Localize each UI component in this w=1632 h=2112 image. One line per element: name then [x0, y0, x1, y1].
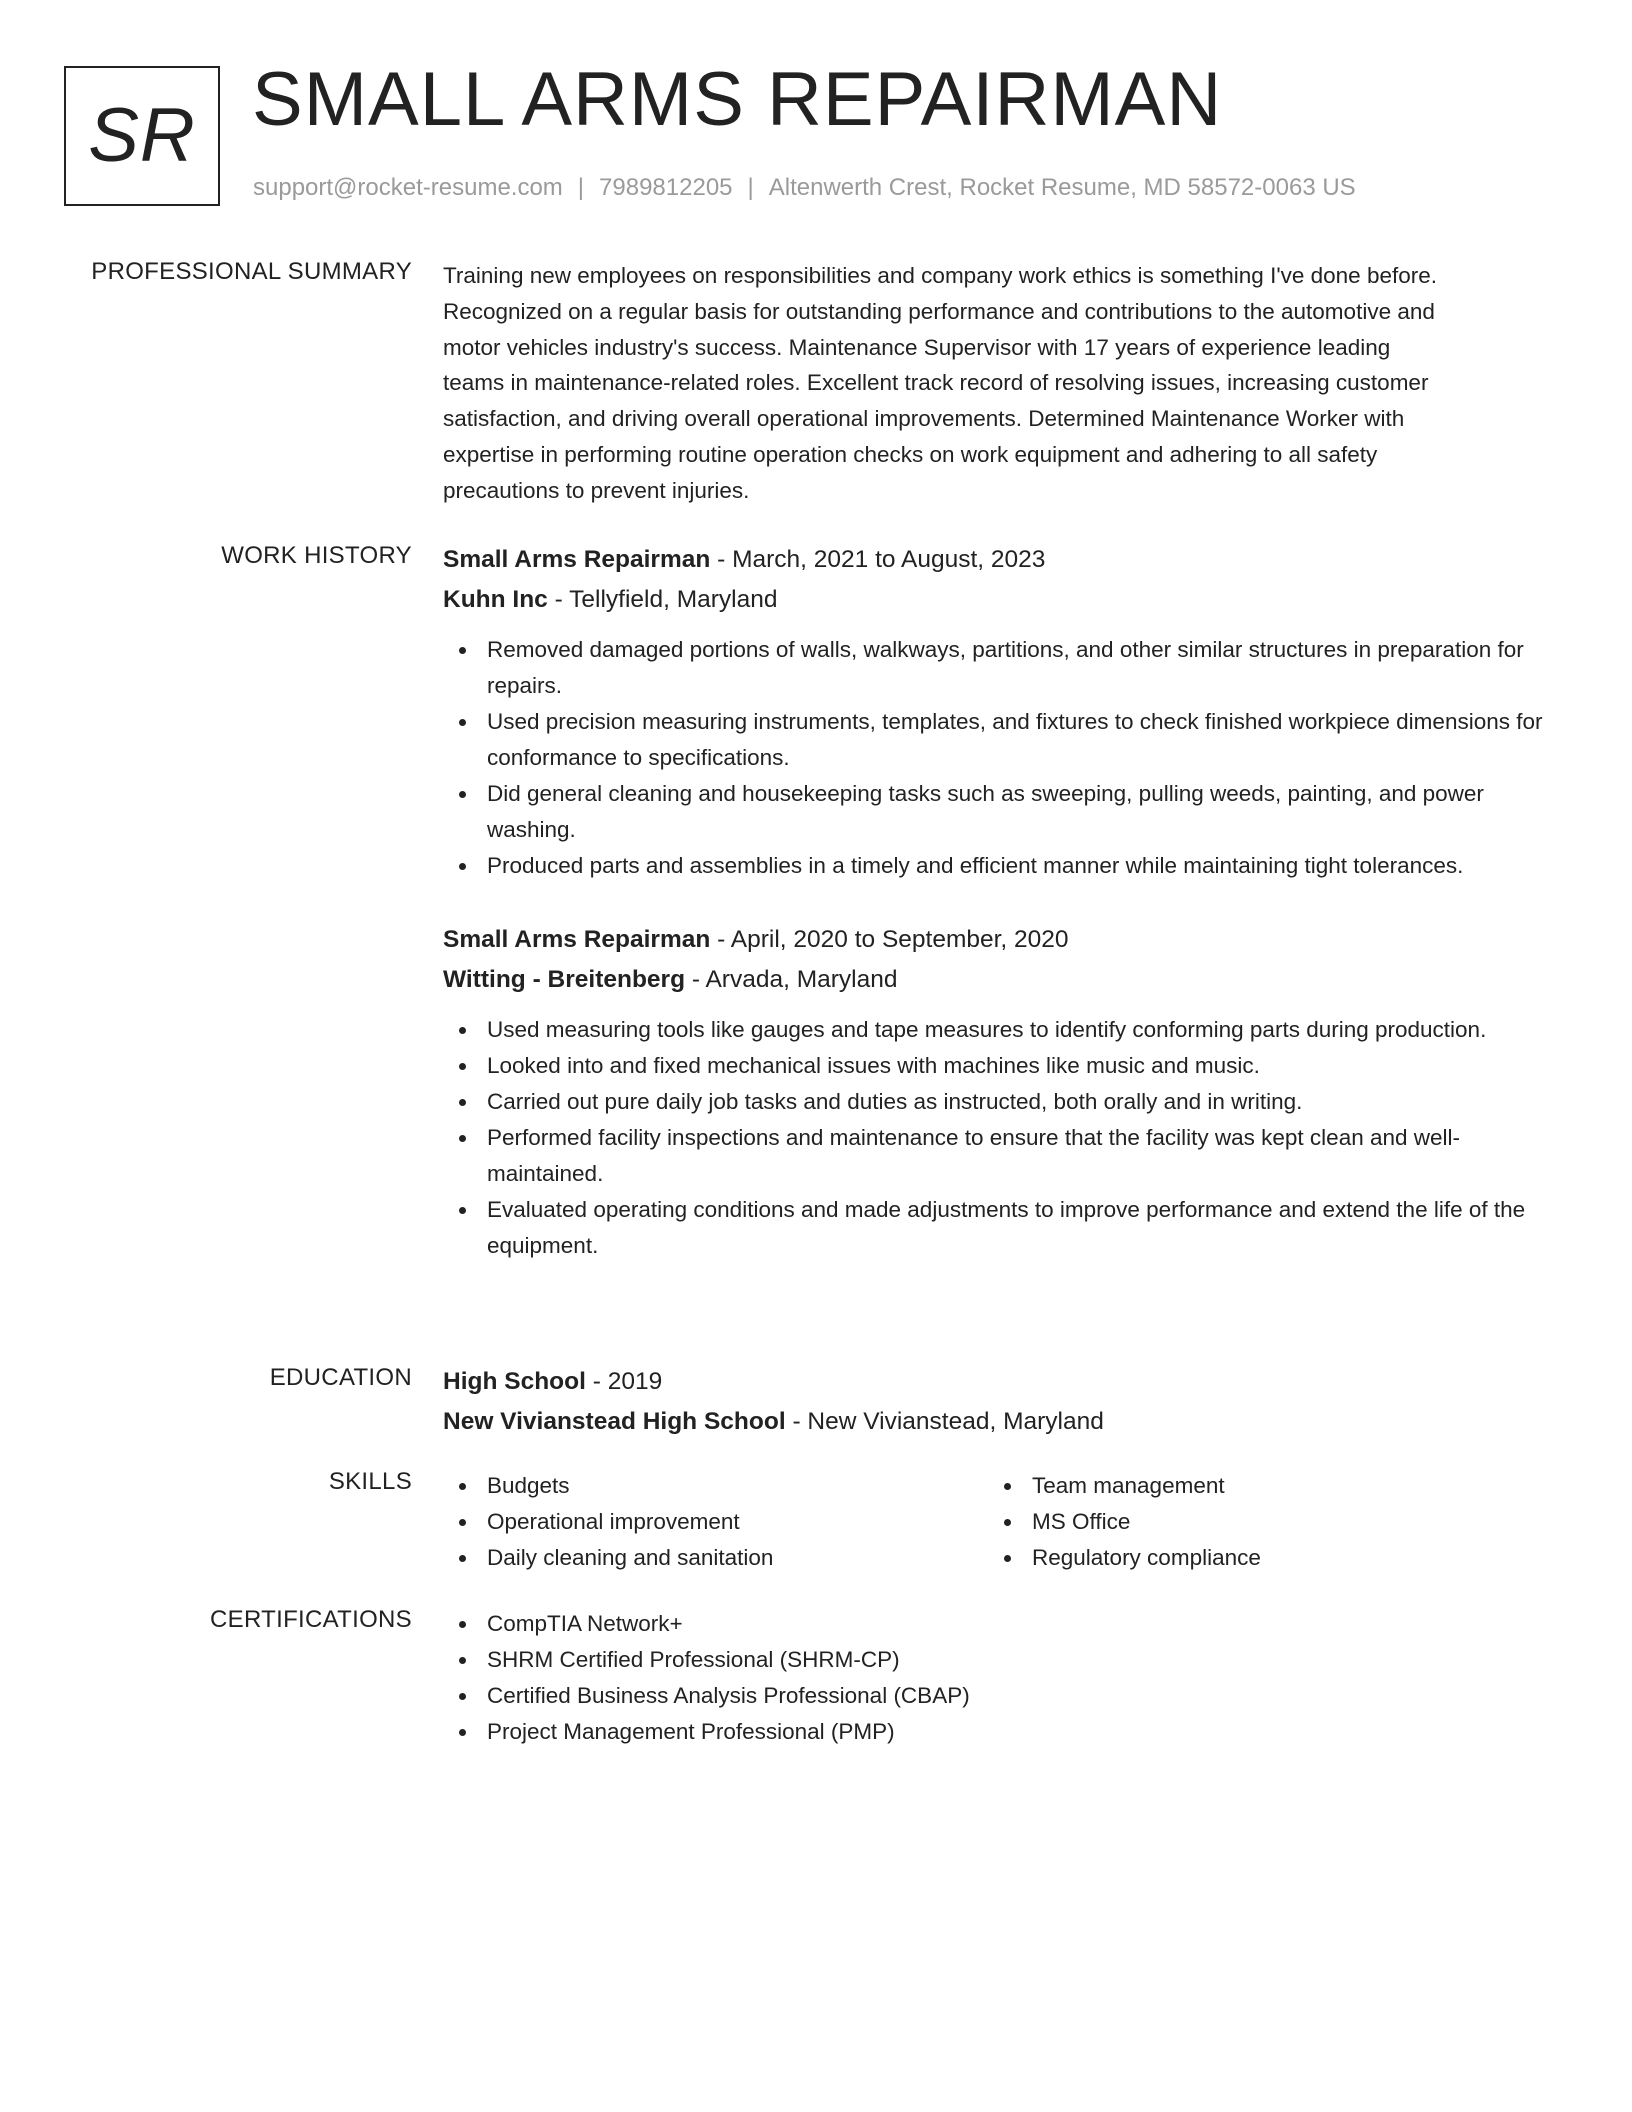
- job-bullets: [443, 1012, 1543, 1264]
- skill-item: Operational improvement: [443, 1504, 988, 1540]
- contact-email[interactable]: support@rocket-resume.com: [253, 174, 563, 201]
- section-title-work-history: WORK HISTORY: [221, 542, 412, 569]
- job-location: - Arvada, Maryland: [685, 966, 898, 993]
- job-location: - Tellyfield, Maryland: [547, 586, 778, 613]
- job-bullet: Did general cleaning and housekeeping tasks such as sweeping, pulling weeds, painting, and power washing.: [443, 776, 1543, 848]
- education-body: [443, 1362, 1543, 1442]
- job-bullet: Looked into and fixed mechanical issues with machines like music and music.: [443, 1048, 1543, 1084]
- skills-list: [988, 1468, 1533, 1576]
- job-company: Kuhn Inc: [443, 586, 548, 613]
- contact-separator: |: [577, 174, 585, 201]
- job-dates: - April, 2020 to September, 2020: [710, 926, 1069, 953]
- job-bullet: Used precision measuring instruments, templates, and fixtures to check finished workpiece dimensions for conformance to specifications.: [443, 704, 1543, 776]
- education-school: New Vivianstead High School: [443, 1408, 786, 1435]
- certification-item: SHRM Certified Professional (SHRM-CP): [443, 1642, 1543, 1678]
- education-location: - New Vivianstead, Maryland: [785, 1408, 1104, 1435]
- certification-item: Project Management Professional (PMP): [443, 1714, 1543, 1750]
- job-bullet: Performed facility inspections and maintenance to ensure that the facility was kept clean and well-maintained.: [443, 1120, 1543, 1192]
- job-role: Small Arms Repairman: [443, 546, 711, 573]
- summary-body: [443, 258, 1543, 509]
- section-title-summary: PROFESSIONAL SUMMARY: [91, 258, 412, 285]
- summary-line: motor vehicles industry's success. Maintenance Supervisor with 17 years of experience leading: [443, 334, 1391, 360]
- skills-grid: [443, 1468, 1543, 1576]
- job-company-line: [443, 960, 1543, 1000]
- certification-item: Certified Business Analysis Professional (CBAP): [443, 1678, 1543, 1714]
- education-school-line: [443, 1402, 1543, 1442]
- job-bullet: Removed damaged portions of walls, walkways, partitions, and other similar structures in preparation for repairs.: [443, 632, 1543, 704]
- skills-body: [443, 1468, 1543, 1576]
- job-company: Witting - Breitenberg: [443, 966, 686, 993]
- skill-item: Budgets: [443, 1468, 988, 1504]
- summary-line: expertise in performing routine operation checks on work equipment and adhering to all safety: [443, 441, 1378, 467]
- skill-item: Regulatory compliance: [988, 1540, 1533, 1576]
- job-company-line: [443, 580, 1543, 620]
- skill-item: MS Office: [988, 1504, 1533, 1540]
- summary-line: Recognized on a regular basis for outstanding performance and contributions to the automotive and: [443, 298, 1435, 324]
- monogram-box: [64, 66, 220, 206]
- work-history-body: [443, 540, 1543, 1264]
- contact-phone[interactable]: 7989812205: [599, 174, 733, 201]
- candidate-name: SMALL ARMS REPAIRMAN: [252, 57, 1223, 142]
- job-bullet: Carried out pure daily job tasks and duties as instructed, both orally and in writing.: [443, 1084, 1543, 1120]
- skills-column-right: [988, 1468, 1533, 1576]
- job-bullet: Used measuring tools like gauges and tape measures to identify conforming parts during production.: [443, 1012, 1543, 1048]
- skills-column-left: [443, 1468, 988, 1576]
- job-entry: [443, 920, 1543, 1264]
- skill-item: Team management: [988, 1468, 1533, 1504]
- summary-line: precautions to prevent injuries.: [443, 477, 750, 503]
- skill-item: Daily cleaning and sanitation: [443, 1540, 988, 1576]
- job-dates: - March, 2021 to August, 2023: [710, 546, 1046, 573]
- section-title-skills: SKILLS: [328, 1468, 412, 1495]
- section-title-certifications: CERTIFICATIONS: [210, 1606, 412, 1633]
- summary-line: teams in maintenance-related roles. Excellent track record of resolving issues, increasing customer: [443, 370, 1429, 396]
- contact-separator: |: [747, 174, 754, 201]
- job-role: Small Arms Repairman: [443, 926, 711, 953]
- education-degree-line: [443, 1362, 1543, 1402]
- job-title-line: [443, 920, 1543, 960]
- job-bullet: Produced parts and assemblies in a timely and efficient manner while maintaining tight tolerances.: [443, 848, 1543, 884]
- contact-address: Altenwerth Crest, Rocket Resume, MD 58572-0063 US: [768, 174, 1356, 201]
- job-title-line: [443, 540, 1543, 580]
- summary-line: satisfaction, and driving overall operational improvements. Determined Maintenance Worker with: [443, 406, 1405, 432]
- section-title-education: EDUCATION: [269, 1364, 412, 1391]
- summary-line: Training new employees on responsibilities and company work ethics is something I've done before.: [443, 263, 1437, 288]
- job-bullets: [443, 632, 1543, 884]
- education-degree: High School: [443, 1368, 586, 1395]
- certification-item: CompTIA Network+: [443, 1606, 1543, 1642]
- job-entry: [443, 540, 1543, 884]
- skills-list: [443, 1468, 988, 1576]
- certifications-body: [443, 1606, 1543, 1750]
- job-bullet: Evaluated operating conditions and made adjustments to improve performance and extend the life of the equipment.: [443, 1192, 1543, 1264]
- certifications-list: [443, 1606, 1543, 1750]
- contact-line: [253, 174, 1356, 202]
- education-year: - 2019: [585, 1368, 663, 1395]
- monogram-initials: SR: [88, 93, 196, 178]
